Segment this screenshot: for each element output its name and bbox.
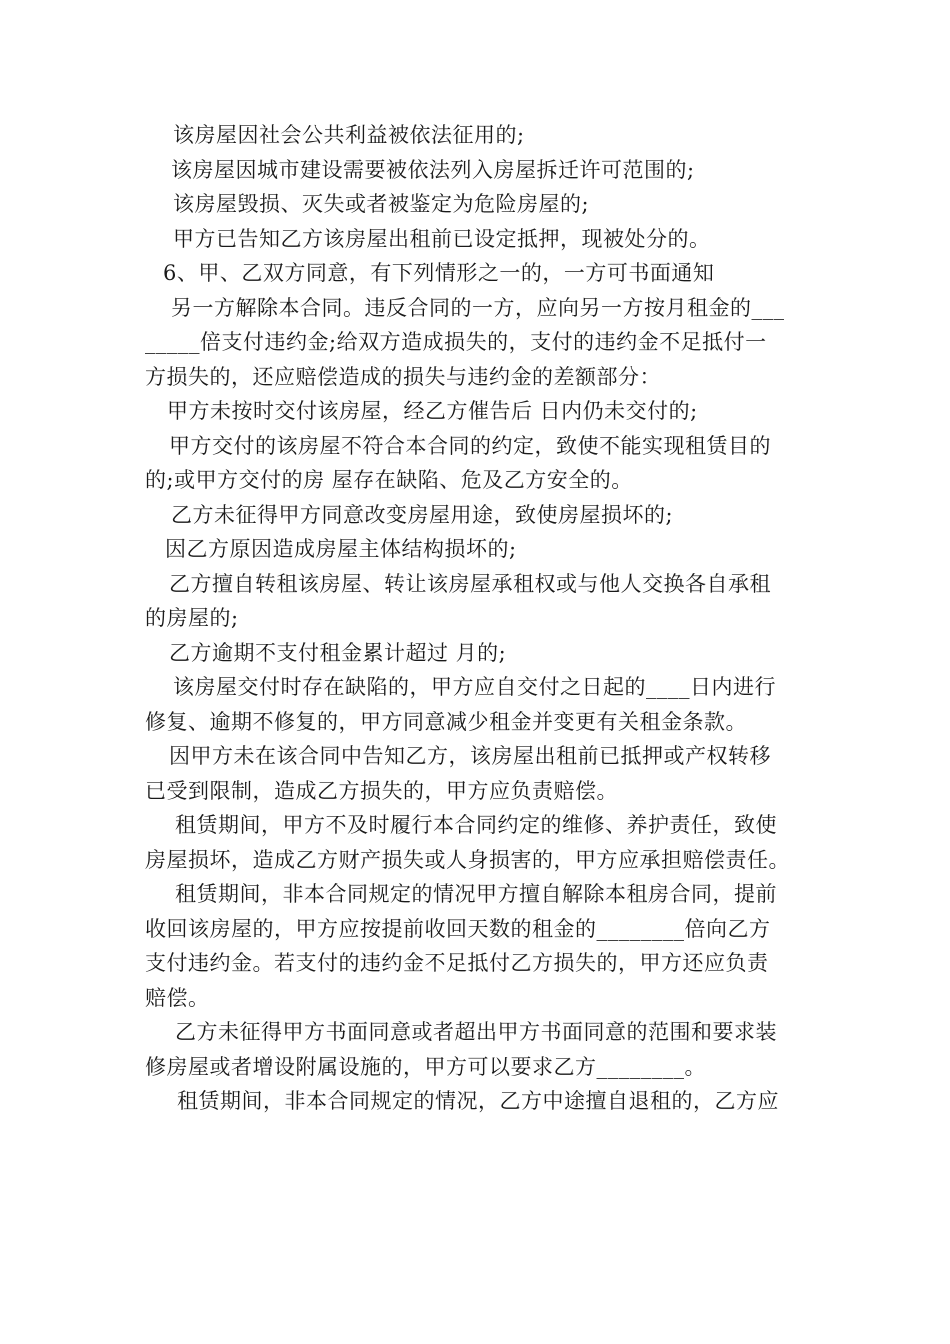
document-body (145, 118, 805, 1119)
text-line: 该房屋毁损、灭失或者被鉴定为危险房屋的; (173, 192, 590, 216)
text-line: 收回该房屋的，甲方应按提前收回天数的租金的________倍向乙方 (145, 916, 771, 941)
text-line: 修复、逾期不修复的，甲方同意减少租金并变更有关租金条款。 (145, 709, 747, 734)
text-line: 房屋损坏，造成乙方财产损失或人身损害的，甲方应承担赔偿责任。 (145, 847, 790, 872)
text-line: 因甲方未在该合同中告知乙方，该房屋出租前已抵押或产权转移 (169, 744, 771, 768)
text-line: 的房屋的; (145, 606, 239, 630)
text-line: 甲方已告知乙方该房屋出租前已设定抵押，现被处分的。 (173, 226, 711, 251)
text-line: 因乙方原因造成房屋主体结构损坏的; (165, 537, 517, 561)
text-line: 租赁期间，甲方不及时履行本合同约定的维修、养护责任，致使 (175, 813, 777, 837)
text-line: 赔偿。 (145, 985, 210, 1010)
text-line: 租赁期间，非本合同规定的情况甲方擅自解除本租房合同，提前 (175, 882, 777, 906)
text-line: _____倍支付违约金;给双方造成损失的，支付的违约金不足抵付一 (145, 330, 767, 354)
text-line: 甲方未按时交付该房屋，经乙方催告后 日内仍未交付的; (167, 399, 698, 423)
text-line: 该房屋因社会公共利益被依法征用的; (173, 123, 525, 147)
text-line: 乙方逾期不支付租金累计超过 月的; (169, 640, 507, 665)
text-line: 租赁期间，非本合同规定的情况，乙方中途擅自退租的，乙方应 (177, 1089, 779, 1113)
text-line: 另一方解除本合同。违反合同的一方，应向另一方按月租金的___ (171, 295, 785, 320)
text-line: 6、甲、乙双方同意，有下列情形之一的，一方可书面通知 (163, 261, 715, 285)
text-line: 方损失的，还应赔偿造成的损失与违约金的差额部分： (145, 364, 661, 389)
text-line: 已受到限制，造成乙方损失的，甲方应负责赔偿。 (145, 778, 618, 803)
text-line: 修房屋或者增设附属设施的，甲方可以要求乙方________。 (145, 1054, 706, 1079)
text-line: 的;或甲方交付的房 屋存在缺陷、危及乙方安全的。 (145, 468, 633, 492)
text-line: 甲方交付的该房屋不符合本合同的约定，致使不能实现租赁目的 (169, 433, 771, 458)
text-line: 支付违约金。若支付的违约金不足抵付乙方损失的，甲方还应负责 (145, 951, 769, 975)
text-line: 该房屋交付时存在缺陷的，甲方应自交付之日起的____日内进行 (173, 675, 776, 699)
text-line: 乙方擅自转租该房屋、转让该房屋承租权或与他人交换各自承租 (169, 571, 771, 596)
text-line: 乙方未征得甲方书面同意或者超出甲方书面同意的范围和要求装 (175, 1020, 777, 1044)
text-line: 该房屋因城市建设需要被依法列入房屋拆迁许可范围的; (171, 157, 695, 182)
text-line: 乙方未征得甲方同意改变房屋用途，致使房屋损坏的; (171, 502, 674, 527)
